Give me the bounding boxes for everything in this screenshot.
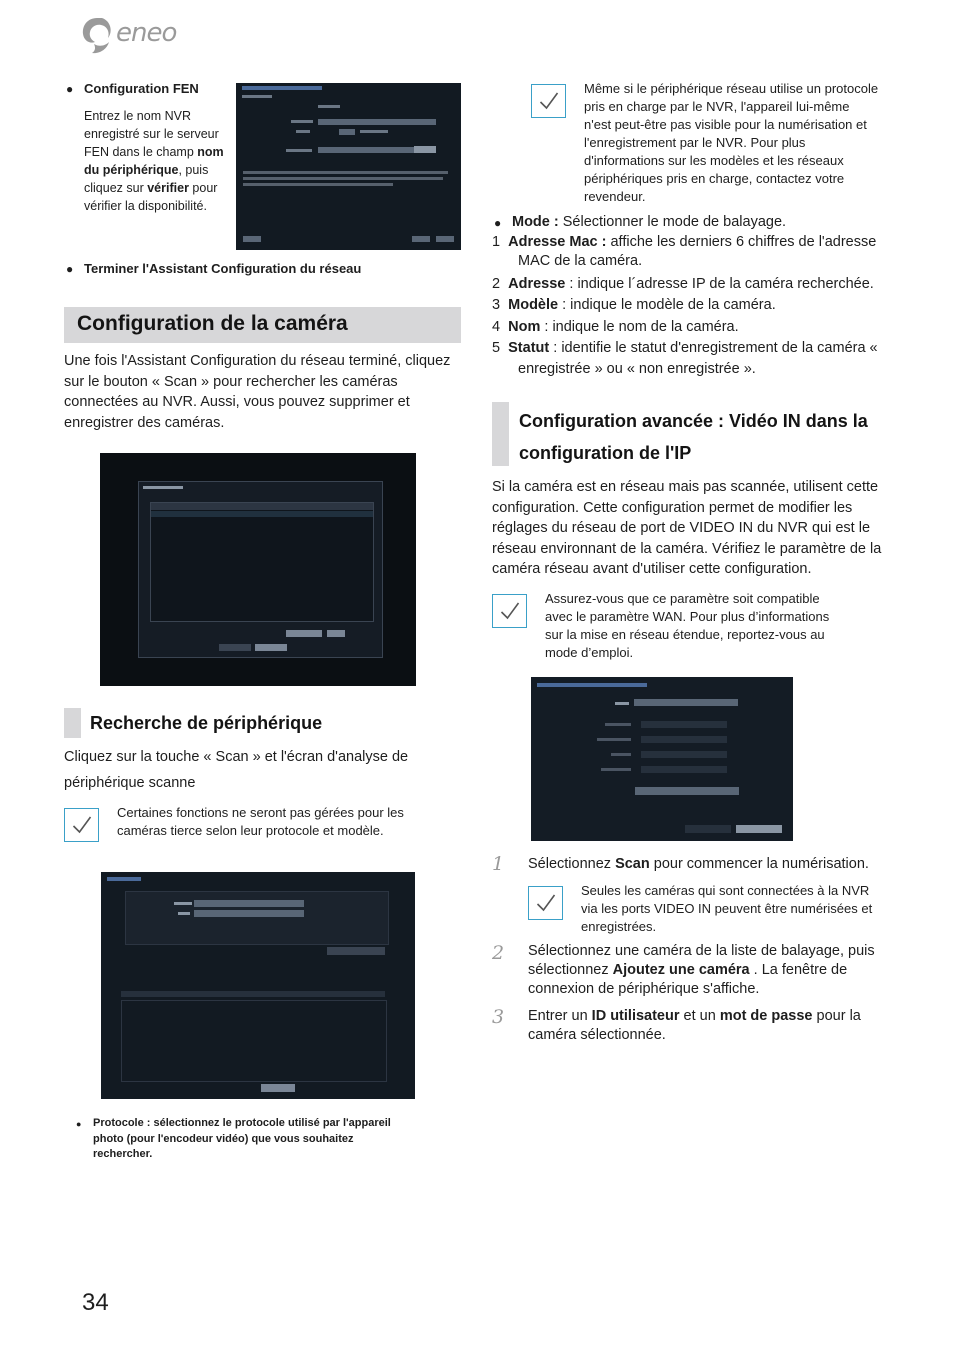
note3-text: Seules les caméras qui sont connectées à la NVR via les ports VIDEO IN peuvent être numérisées et enregistrées. [581,883,873,934]
note-check-icon [528,886,563,920]
step-number: 2 [492,942,505,964]
fen-title: Configuration FEN [84,81,199,96]
note-check-icon [531,84,566,118]
column-list [492,233,892,380]
note2-text: Assurez-vous que ce paramètre soit compatible avec le paramètre WAN. Pour plus d’informations sur la mise en réseau étendue, reportez-vous au mode d’emploi. [545,591,830,660]
note1-text: Même si le périphérique réseau utilise un protocole pris en charge par le NVR, l'appareil lui-même n'est peut-être pas visible pour la numérisation et l'enregistrement par le NVR. Pour plus d'informations sur les modèles et les réseaux périphériques pris en charge, contactez votre revendeur. [584,81,879,204]
bullet-fen: ● [66,82,74,96]
eneo-swirl-icon [80,16,114,56]
mode-line: Mode : Sélectionner le mode de balayage. [512,214,787,230]
step-number: 3 [492,1006,505,1028]
note-text: Certaines fonctions ne seront pas gérées pour les caméras tierce selon leur protocole et modèle. [117,805,404,838]
list-item: 1 Adresse Mac : affiche les derniers 6 chiffres de l'adresse [492,234,877,250]
search-header-bar [64,708,81,738]
adv-title-line2: configuration de l'IP [519,443,692,463]
list-item-cont: enregistrée » ou « non enregistrée ». [518,361,756,377]
logo-text: eneo [116,18,177,48]
step-number: 1 [492,853,505,875]
adv-text: Si la caméra est en réseau mais pas scannée, utilisent cette configuration. Cette configuration permet de modifier les réglages du réseau de port de VIDEO IN du NVR qui est le réseau environnant de la caméra. Vérifiez le paramètre de la caméra réseau avant d'utiliser cette configuration. [492,479,882,577]
step-1-text: Sélectionnez Scan pour commencer la numérisation. [528,856,869,872]
list-item: 2 Adresse : indique l´adresse IP de la caméra recherchée. [492,276,874,292]
list-item: 3 Modèle : indique le modèle de la caméra. [492,297,776,313]
search-title: Recherche de périphérique [90,713,323,733]
page-number: 34 [82,1289,109,1316]
search-text: Cliquez sur la touche « Scan » et l'écran d'analyse de périphérique scanne [64,749,409,791]
step-2-text: Sélectionnez une caméra de la liste de balayage, puis sélectionnez Ajoutez une caméra . La fenêtre de connexion de périphérique s'affiche. [528,943,875,997]
step-3-text: Entrer un ID utilisateur et un mot de passe pour la caméra sélectionnée. [528,1008,861,1043]
section-intro: Une fois l'Assistant Configuration du réseau terminé, cliquez sur le bouton « Scan » pour rechercher les caméras connectées au NVR. Aussi, vous pouvez supprimer et enregistrer des caméras. [64,353,451,431]
list-item: 5 Statut : identifie le statut d'enregistrement de la caméra « [492,340,878,356]
adv-title-line1: Configuration avancée : Vidéo IN dans la [519,411,868,431]
note-check-icon [64,808,99,842]
protocol-text: Protocole : sélectionnez le protocole utilisé par l'appareil photo (pour l'encodeur vidéo) que vous souhaitez rechercher. [93,1117,391,1160]
device-scan-screenshot [101,872,415,1099]
bullet-mode: ● [494,216,502,230]
list-item-cont: MAC de la caméra. [518,253,643,269]
fen-text: Entrez le nom NVR enregistré sur le serveur FEN dans le champ nom du périphérique, puis cliquez sur vérifier pour vérifier la disponibilité. [84,109,224,213]
bullet-protocol: ● [76,1119,82,1129]
advanced-setup-screenshot [531,677,793,841]
list-item: 4 Nom : indique le nom de la caméra. [492,319,739,335]
bullet-finish: ● [66,262,74,276]
section-title: Configuration de la caméra [77,312,348,335]
finish-text: Terminer l'Assistant Configuration du réseau [84,261,362,276]
adv-header-bar [492,402,509,466]
eneo-logo [80,16,190,58]
fen-setup-screenshot [236,83,461,250]
device-registration-screenshot [100,453,416,686]
note-check-icon [492,594,527,628]
